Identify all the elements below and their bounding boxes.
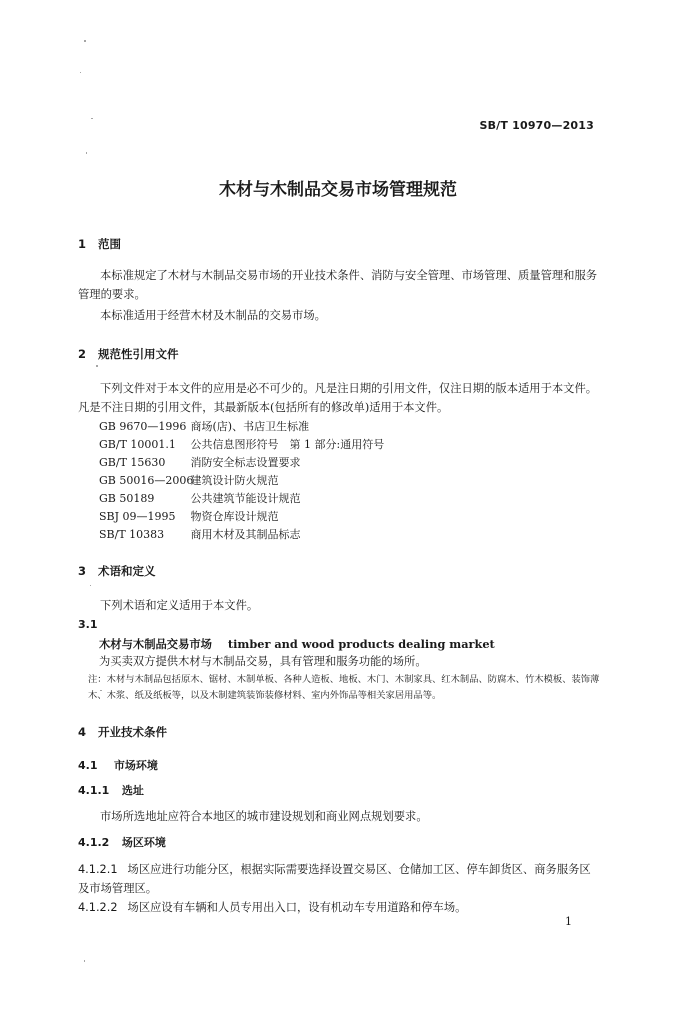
subsection-number: 4.1 (78, 759, 98, 772)
clause-4-1-2-2 (78, 899, 598, 918)
section-4-heading (78, 724, 167, 740)
term-chinese: 木材与木制品交易市场 (99, 637, 212, 651)
subsection-number: 4.1.1 (78, 784, 110, 797)
document-title: 木材与木制品交易市场管理规范 (219, 180, 457, 200)
reference-code: SB/T 10383 (99, 528, 165, 541)
clause-number: 3.1 (78, 618, 98, 631)
section-3-intro: 下列术语和定义适用于本文件。 (100, 599, 259, 612)
subsection-title: 选址 (121, 784, 144, 797)
term-english: timber and wood products dealing market (227, 637, 495, 651)
reference-item (99, 436, 384, 452)
section-3-heading (78, 563, 156, 579)
clause-text: 场区应进行功能分区，根据实际需要选择设置交易区、仓储加工区、停车卸货区、商务服务区及市场管理区。 (78, 863, 591, 895)
page-number: 1 (565, 915, 572, 928)
clause-text: 场区应设有车辆和人员专用出入口，设有机动车专用道路和停车场。 (127, 901, 467, 914)
clause-number: 4.1.2.2 (78, 901, 118, 914)
reference-item (99, 490, 301, 506)
section-number: 3 (78, 564, 87, 578)
standard-number: SB/T 10970—2013 (479, 119, 594, 132)
reference-title: 公共信息图形符号 第 1 部分:通用符号 (190, 438, 385, 451)
subsection-title: 市场环境 (113, 759, 158, 772)
reference-code: GB 50189 (99, 492, 155, 505)
reference-code: GB/T 15630 (99, 456, 166, 469)
reference-title: 消防安全标志设置要求 (190, 456, 301, 469)
reference-code: SBJ 09—1995 (99, 510, 176, 523)
reference-code: GB/T 10001.1 (99, 438, 176, 451)
reference-item (99, 418, 309, 434)
section-2-intro: 下列文件对于本文件的应用是必不可少的。凡是注日期的引用文件，仅注日期的版本适用于本文件。凡是不注日期的引用文件，其最新版本(包括所有的修改单)适用于本文件。 (78, 382, 598, 414)
subsection-4-1-2 (78, 834, 166, 850)
clause-number: 4.1.2.1 (78, 863, 118, 876)
reference-item (99, 526, 301, 542)
section-title: 术语和定义 (98, 564, 156, 578)
section-1-heading (78, 236, 121, 252)
term-note: 注：木材与木制品包括原木、锯材、木制单板、各种人造板、地板、木门、木制家具、红木制品、防腐木、竹木模板、装饰薄木、木浆、纸及纸板等，以及木制建筑装饰装修材料、室内外饰品等相关家居用品等。 (88, 674, 600, 701)
section-1-paragraph-2: 本标准适用于经营木材及木制品的交易市场。 (100, 309, 326, 322)
reference-title: 商场(店)、书店卫生标准 (190, 420, 310, 433)
subsection-number: 4.1.2 (78, 836, 110, 849)
reference-item (99, 472, 279, 488)
section-title: 范围 (98, 237, 122, 251)
subsection-4-1-1 (78, 782, 144, 798)
reference-code: GB 9670—1996 (99, 420, 187, 433)
term-entry (99, 636, 495, 652)
subsection-title: 场区环境 (121, 836, 166, 849)
section-number: 1 (78, 237, 87, 251)
section-title: 开业技术条件 (98, 725, 168, 739)
section-number: 2 (78, 347, 87, 361)
reference-code: GB 50016—2006 (99, 474, 194, 487)
subsection-4-1-1-text: 市场所选地址应符合本地区的城市建设规划和商业网点规划要求。 (100, 810, 428, 823)
reference-item (99, 508, 279, 524)
section-number: 4 (78, 725, 87, 739)
reference-title: 物资仓库设计规范 (190, 510, 279, 523)
section-1-paragraph-1: 本标准规定了木材与木制品交易市场的开业技术条件、消防与安全管理、市场管理、质量管理和服务管理的要求。 (78, 269, 598, 301)
section-2-heading (78, 346, 179, 362)
term-definition: 为买卖双方提供木材与木制品交易，具有管理和服务功能的场所。 (99, 655, 427, 668)
clause-4-1-2-1 (78, 861, 598, 898)
reference-item (99, 454, 301, 470)
reference-title: 公共建筑节能设计规范 (190, 492, 301, 505)
reference-title: 建筑设计防火规范 (190, 474, 279, 487)
subsection-4-1 (78, 757, 158, 773)
section-title: 规范性引用文件 (98, 347, 179, 361)
reference-title: 商用木材及其制品标志 (190, 528, 301, 541)
